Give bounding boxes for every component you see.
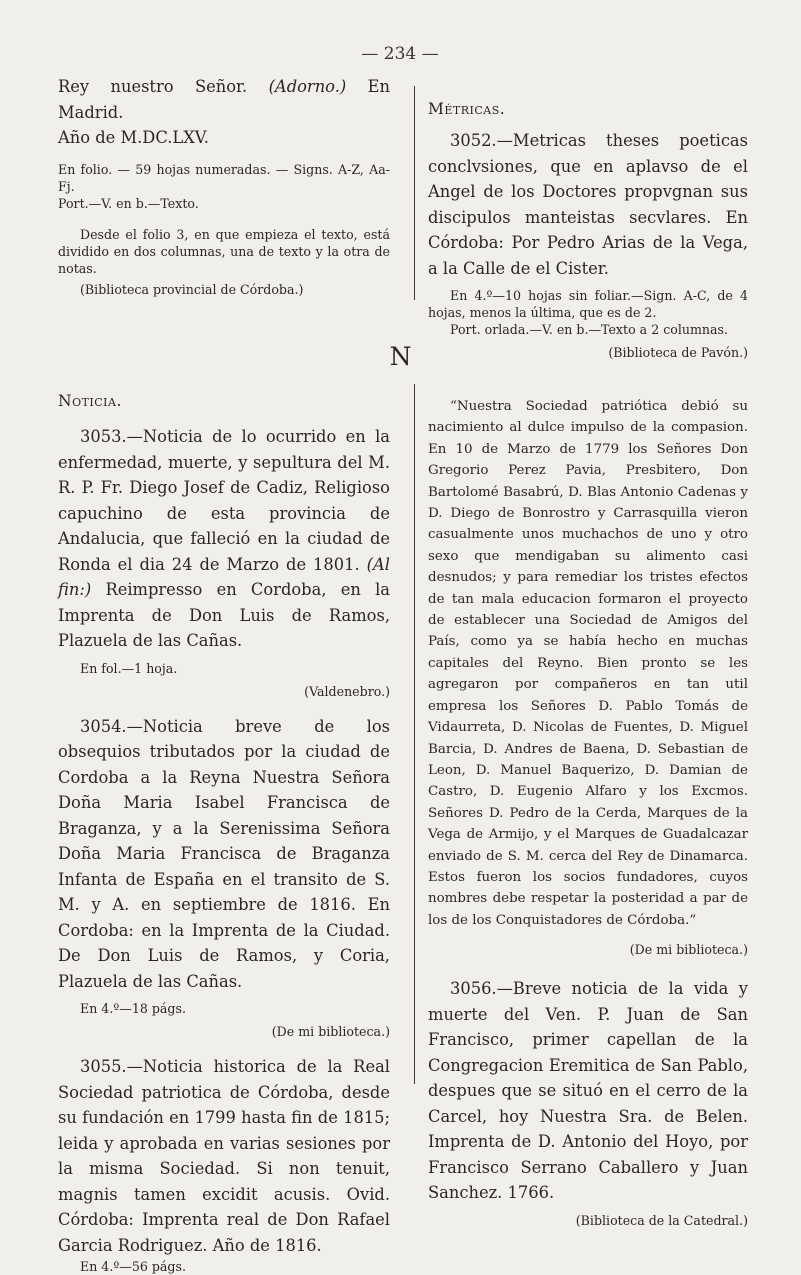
entry-details: En fol.—1 hoja. [80,660,178,676]
entry-3056: 3056.—Breve noticia de la vida y muerte del Ven. P. Juan de San Francisco, primer capellan de la Congregacion Eremitica de San Pablo, despues que se situó en el cerro de la Carcel, hoy Nuestra Sra. de Belen. Imprenta de D. Antonio del Hoyo, por Francisco Serrano Caballero y Juan Sanchez. 1766. (Biblioteca de la Catedral.) [428,979,748,1228]
entry-citation: (Biblioteca de la Catedral.) [575,1212,748,1228]
entry-details: En folio. — 59 hojas numeradas. — Signs. A-Z, Aa-Fj. [58,161,390,194]
column-divider-top [414,86,415,300]
top-left-column [58,74,390,298]
entry-3055: 3055.—Noticia historica de la Real Sociedad patriotica de Córdoba, desde su fundación en 1799 hasta fin de 1815; leida y aprobada en varias sesiones por la misma Sociedad. Si non tenuit, magnis tamen excidit acusis. Ovid. Córdoba: Imprenta real de Don Rafael Garcia Rodriguez. Año de 1816. En 4.º—56 págs. [58,1057,390,1274]
right-column [428,396,748,1229]
entry-3052: 3052.—Metricas theses poeticas conclvsiones, que en aplavso de el Angel de los Doctores propvgnan sus discipulos manteistas secvlares. En Córdoba: Por Pedro Arias de la Vega, a la Calle de el Cister. [428,131,748,278]
section-heading-noticia: Noticia. [58,392,122,410]
entry-port: Port.—V. en b.—Texto. [58,195,199,211]
entry-citation: (Biblioteca de Pavón.) [608,345,748,360]
page-number: — 234 — [361,44,439,64]
section-letter: N [389,342,412,371]
quote-block: “Nuestra Sociedad patriótica debió su nacimiento al dulce impulso de la compasion. En 10 de Marzo de 1779 los Señores Don Gregorio Perez Pavia, Presbitero, Don Bartolomé Basabrú, D. Blas Antonio Cadenas y D. Diego de Bonrostro y Carrasquilla vieron casualmente unos muchachos de uno y otro sexo que mendigaban su alimento casi desnudos; y para remediar los tristes efectos de tan mala educacion formaron el proyecto de establecer una Sociedad de Amigos del País, como ya se había hecho en muchas capitales del Reyno. Bien pronto se les agregaron por compañeros en tan util empresa los Señores D. Pablo Tomás de Vidaurreta, D. Nicolas de Fuentes, D. Miguel Barcia, D. Andres de Baena, D. Sebastian de Leon, D. Manuel Baquerizo, D. Damian de Castro, D. Eugenio Alfaro y los Excmos. Señores D. Pedro de la Cerda, Marques de la Vega de Armijo, y el Marques de Guadalcazar enviado de S. M. cerca del Rey de Dinamarca. Estos fueron los socios fundadores, cuyos nombres debe respetar la posteridad a par de los de los Conquistadores de Córdoba.” [428,399,748,928]
entry-port: Port. orlada.—V. en b.—Texto a 2 columnas. [450,322,729,337]
left-column [58,392,390,1275]
entry-title-continuation: Rey nuestro Señor. (Adorno.) En Madrid. Año de M.DC.LXV. [58,77,390,147]
entry-citation: (Biblioteca provincial de Córdoba.) [80,281,304,297]
entry-citation: (Valdenebro.) [304,683,390,699]
entry-citation: (De mi biblioteca.) [271,1024,390,1039]
entry-note: Desde el folio 3, en que empieza el texto, está dividido en dos columnas, una de texto y la otra de notas. [58,226,390,276]
entry-3054: 3054.—Noticia breve de los obsequios tributados por la ciudad de Cordoba a la Reyna Nuestra Señora Doña Maria Isabel Francisca de Braganza, y a la Serenissima Señora Doña Maria Francisca de Braganza Infanta de España en el transito de S. M. y A. en septiembre de 1816. En Cordoba: en la Imprenta de la Ciudad. De Don Luis de Ramos, y Coria, Plazuela de las Cañas. En 4.º—18 págs. (De mi biblioteca.) [58,716,390,1039]
entry-details: En 4.º—10 hojas sin foliar.—Sign. A-C, de 4 hojas, menos la última, que es de 2. [428,288,748,320]
entry-details: En 4.º—18 págs. [80,1001,186,1016]
section-heading-metricas: Métricas. [428,100,506,118]
quote-citation: (De mi biblioteca.) [629,942,748,958]
entry-3053: 3053.—Noticia de lo ocurrido en la enfermedad, muerte, y sepultura del M. R. P. Fr. Diego Josef de Cadiz, Religioso capuchino de esta provincia de Andalucia, que falleció en la ciudad de Ronda el dia 24 de Marzo de 1801. (Al fin:) Reimpresso en Cordoba, en la Imprenta de Don Luis de Ramos, Plazuela de las Cañas. En fol.—1 hoja. (Valdenebro.) [58,427,390,699]
column-divider-bottom [414,384,415,1084]
top-right-column [428,100,748,361]
entry-details: En 4.º—56 págs. [80,1259,186,1274]
